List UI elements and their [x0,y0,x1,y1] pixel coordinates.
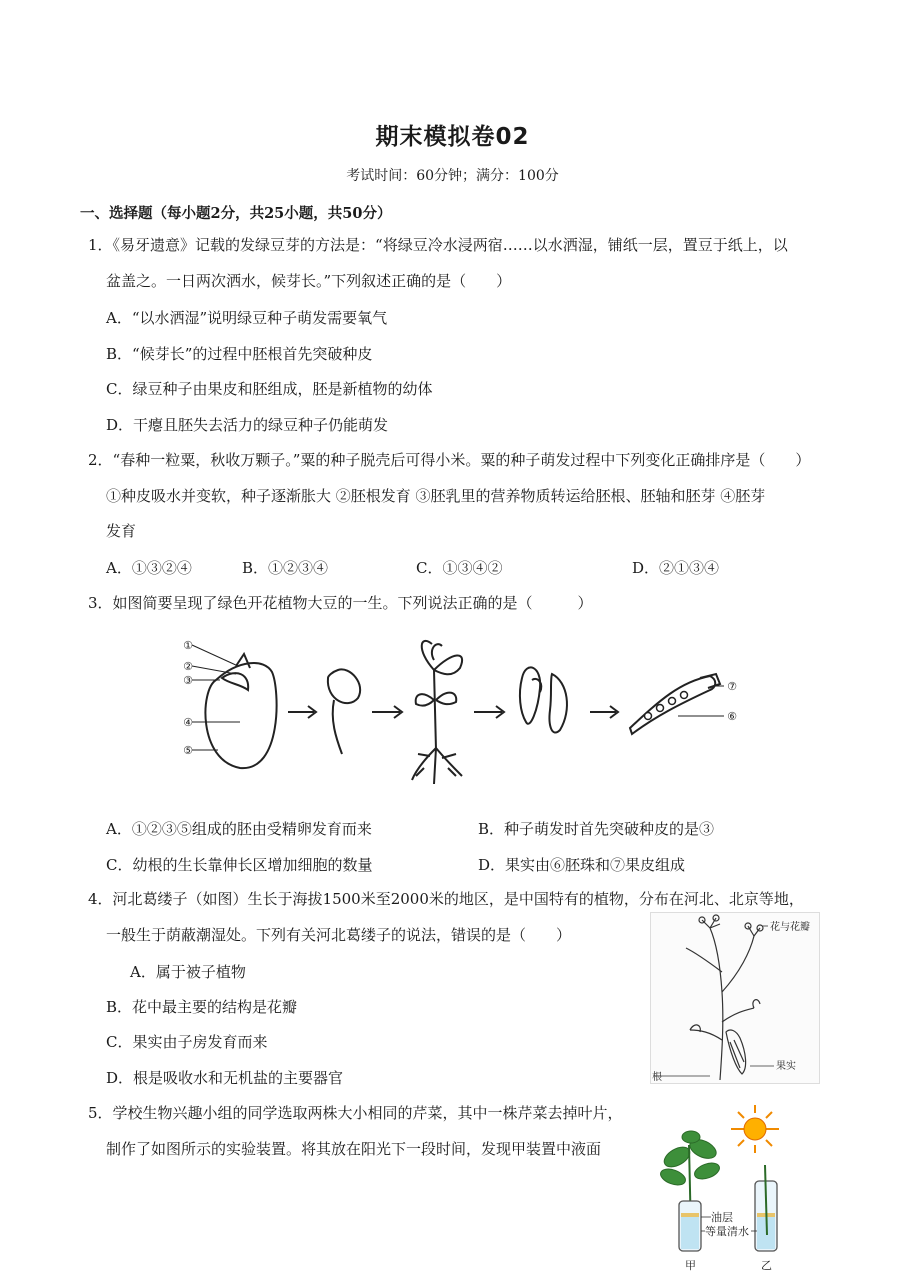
exam-info: 考试时间：60分钟；满分：100分 [346,168,559,184]
figure-label-3: ③ [183,674,193,687]
q1-line-1: 1．《易牙遗意》记载的发绿豆芽的方法是：“将绿豆冷水浸两宿……以水洒湿，铺纸一层，置豆于纸上，以 [88,236,788,254]
label-jia: 甲 [685,1259,696,1272]
q2-line-1: 2．“春种一粒粟，秋收万颗子。”粟的种子脱壳后可得小米。粟的种子萌发过程中下列变化正确排序是（ ） [88,451,811,469]
q1-option-b[interactable]: B．“候芽长”的过程中胚根首先突破种皮 [106,345,373,363]
figure-label-7: ⑦ [727,680,737,693]
q2-option-c[interactable]: C．①③④② [416,559,503,577]
figure-label-5: ⑤ [183,744,193,757]
label-water: 等量清水 [705,1225,749,1238]
figure-label-flower: 花与花瓣 [770,922,810,933]
figure-label-root: 根 [652,1072,662,1083]
q1-option-a[interactable]: A．“以水洒湿”说明绿豆种子萌发需要氧气 [106,309,388,327]
q3-option-b[interactable]: B．种子萌发时首先突破种皮的是③ [478,820,715,838]
q4-option-a[interactable]: A．属于被子植物 [130,963,246,981]
label-yi: 乙 [761,1259,772,1272]
q4-option-b[interactable]: B．花中最主要的结构是花瓣 [106,998,298,1016]
figure-label-1: ① [183,639,193,652]
q4-line-1: 4．河北葛缕子（如图）生长于海拔1500米至2000米的地区，是中国特有的植物，分布在河北、北京等地， [88,890,804,908]
q5-line-1: 5．学校生物兴趣小组的同学选取两株大小相同的芹菜，其中一株芹菜去掉叶片， [88,1104,623,1122]
q2-option-a[interactable]: A．①③②④ [106,559,192,577]
q2-line-3: 发育 [106,522,137,540]
figure-label-2: ② [183,660,193,673]
section-heading: 一、选择题（每小题2分，共25小题，共50分） [80,205,392,222]
figure-label-6: ⑥ [727,710,737,723]
q1-line-2: 盆盖之。一日两次洒水，候芽长。”下列叙述正确的是（ ） [106,272,512,290]
q3-line-1: 3．如图简要呈现了绿色开花植物大豆的一生。下列说法正确的是（ ） [88,594,593,612]
page-title: 期末模拟卷02 [375,124,530,150]
experiment-figure [655,1105,805,1275]
figure-label-fruit: 果实 [776,1061,796,1072]
q4-line-2: 一般生于荫蔽潮湿处。下列有关河北葛缕子的说法，错误的是（ ） [106,926,572,944]
q3-option-c[interactable]: C．幼根的生长靠伸长区增加细胞的数量 [106,856,373,874]
soybean-life-cycle-figure [180,630,750,790]
q4-option-c[interactable]: C．果实由子房发育而来 [106,1033,268,1051]
q2-option-b[interactable]: B．①②③④ [242,559,329,577]
plant-figure [650,912,820,1084]
figure-label-4: ④ [183,716,193,729]
q2-line-2: ①种皮吸水并变软，种子逐渐胀大 ②胚根发育 ③胚乳里的营养物质转运给胚根、胚轴和胚芽 ④胚芽 [106,487,766,505]
q1-option-c[interactable]: C．绿豆种子由果皮和胚组成，胚是新植物的幼体 [106,380,433,398]
label-oil-layer: 油层 [711,1211,733,1224]
q3-option-a[interactable]: A．①②③⑤组成的胚由受精卵发育而来 [106,820,372,838]
q1-option-d[interactable]: D．干瘪且胚失去活力的绿豆种子仍能萌发 [106,416,389,434]
q5-line-2: 制作了如图所示的实验装置。将其放在阳光下一段时间，发现甲装置中液面 [106,1140,602,1158]
q3-option-d[interactable]: D．果实由⑥胚珠和⑦果皮组成 [478,856,686,874]
q2-option-d[interactable]: D．②①③④ [632,559,720,577]
q4-option-d[interactable]: D．根是吸收水和无机盐的主要器官 [106,1069,344,1087]
